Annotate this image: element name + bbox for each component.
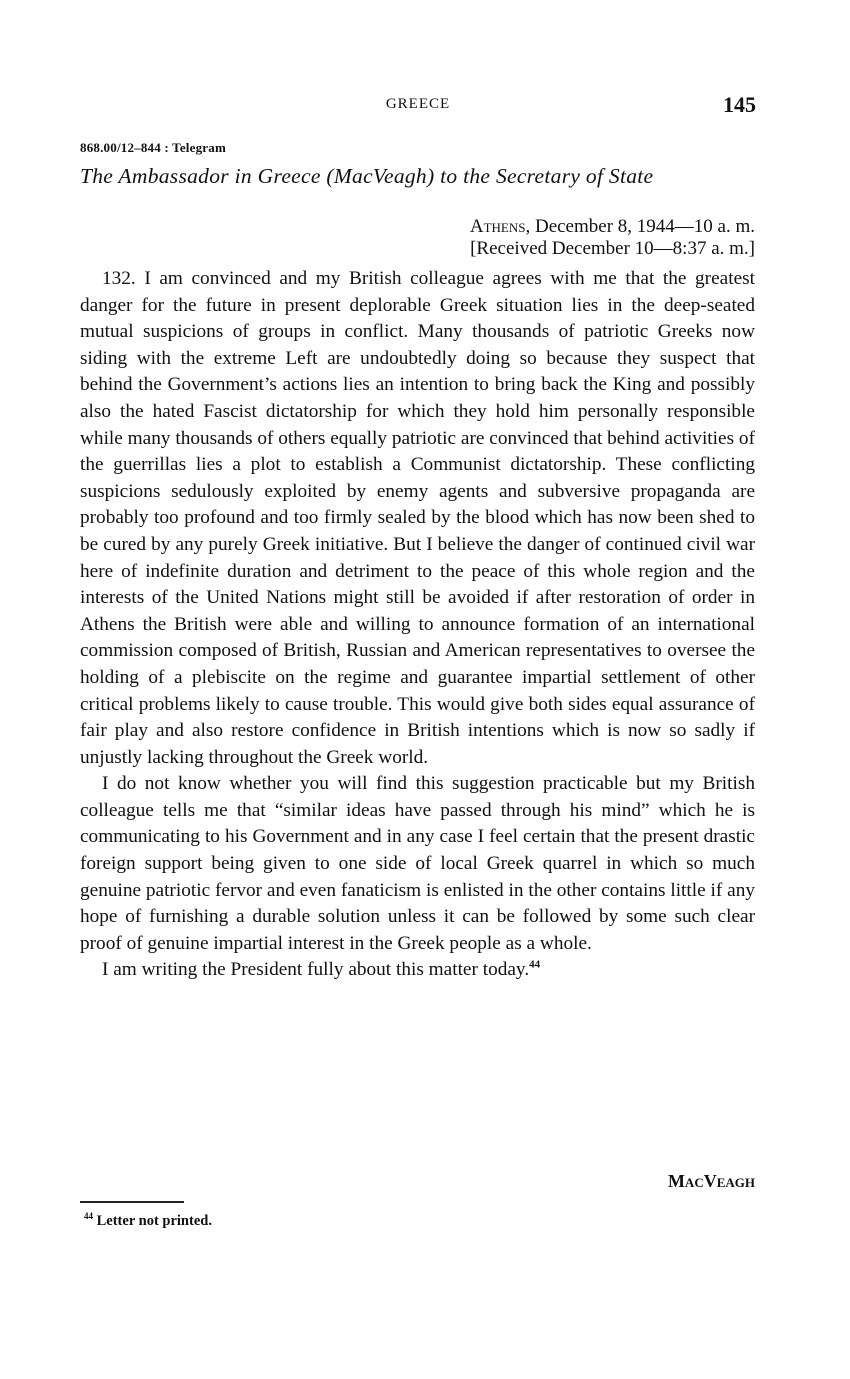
footnote-reference[interactable]: 44 [529, 959, 541, 972]
file-reference: 868.00/12–844 : Telegram [80, 140, 226, 155]
document-title: The Ambassador in Greece (MacVeagh) to the Secretary of State [80, 164, 654, 188]
footnote [84, 1213, 212, 1230]
dateline-received: [Received December 10—8:37 a. m.] [470, 238, 755, 259]
dateline-sent-time: , December 8, 1944—10 a. m. [525, 216, 755, 237]
footnote-divider [80, 1201, 184, 1203]
paragraph: I do not know whether you will find this suggestion practicable but my British colleague tells me that “similar ideas have passed through his mind” which he is communicating to his Government and in any case I feel certain that the present drastic foreign support being given to one side of local Greek quarrel in which so much genuine patriotic fervor and even fanaticism is enlisted in the other contains little if any hope of furnishing a durable solution unless it can be followed by some such clear proof of genuine impartial interest in the Greek people as a whole. [80, 773, 755, 954]
page-number: 145 [723, 92, 756, 117]
dateline-place: Athens [469, 216, 526, 237]
paragraph: 132. I am convinced and my British colleague agrees with me that the greatest danger for the future in present deplorable Greek situation lies in the deep-seated mutual suspicions of groups in conflict. Many thousands of patriotic Greeks now siding with the extreme Left are undoubtedly doing so because they suspect that behind the Government’s actions lies an intention to bring back the King and possibly also the hated Fascist dictatorship for which they hold him personally responsible while many thousands of others equally patriotic are convinced that behind activities of the guerrillas lies a plot to establish a Communist dictatorship. These conflicting suspicions sedulously exploited by enemy agents and subversive propaganda are probably too profound and too firmly sealed by the blood which has now been shed to be cured by any purely Greek initiative. But I believe the danger of continued civil war here of indefinite duration and detriment to the peace of this whole region and the interests of the United Nations might still be avoided if after restoration of order in Athens the British were able and willing to announce formation of an international commission composed of British, Russian and American representatives to oversee the holding of a plebiscite on the regime and guarantee impartial settlement of other critical problems likely to cause trouble. This would give both sides equal assurance of fair play and also restore confidence in British intentions which is now so sadly if unjustly lacking throughout the Greek world. [80, 268, 755, 768]
telegram-body [80, 266, 755, 984]
signature: MacVeagh [667, 1171, 755, 1191]
footnote-text: Letter not printed. [93, 1213, 212, 1229]
page-header [80, 92, 756, 122]
running-head: GREECE [385, 96, 451, 112]
footnote-marker: 44 [84, 1211, 93, 1222]
dateline-sent [470, 216, 755, 238]
paragraph-final [80, 957, 755, 984]
paragraph-text: I am writing the President fully about this matter today. [102, 959, 530, 981]
